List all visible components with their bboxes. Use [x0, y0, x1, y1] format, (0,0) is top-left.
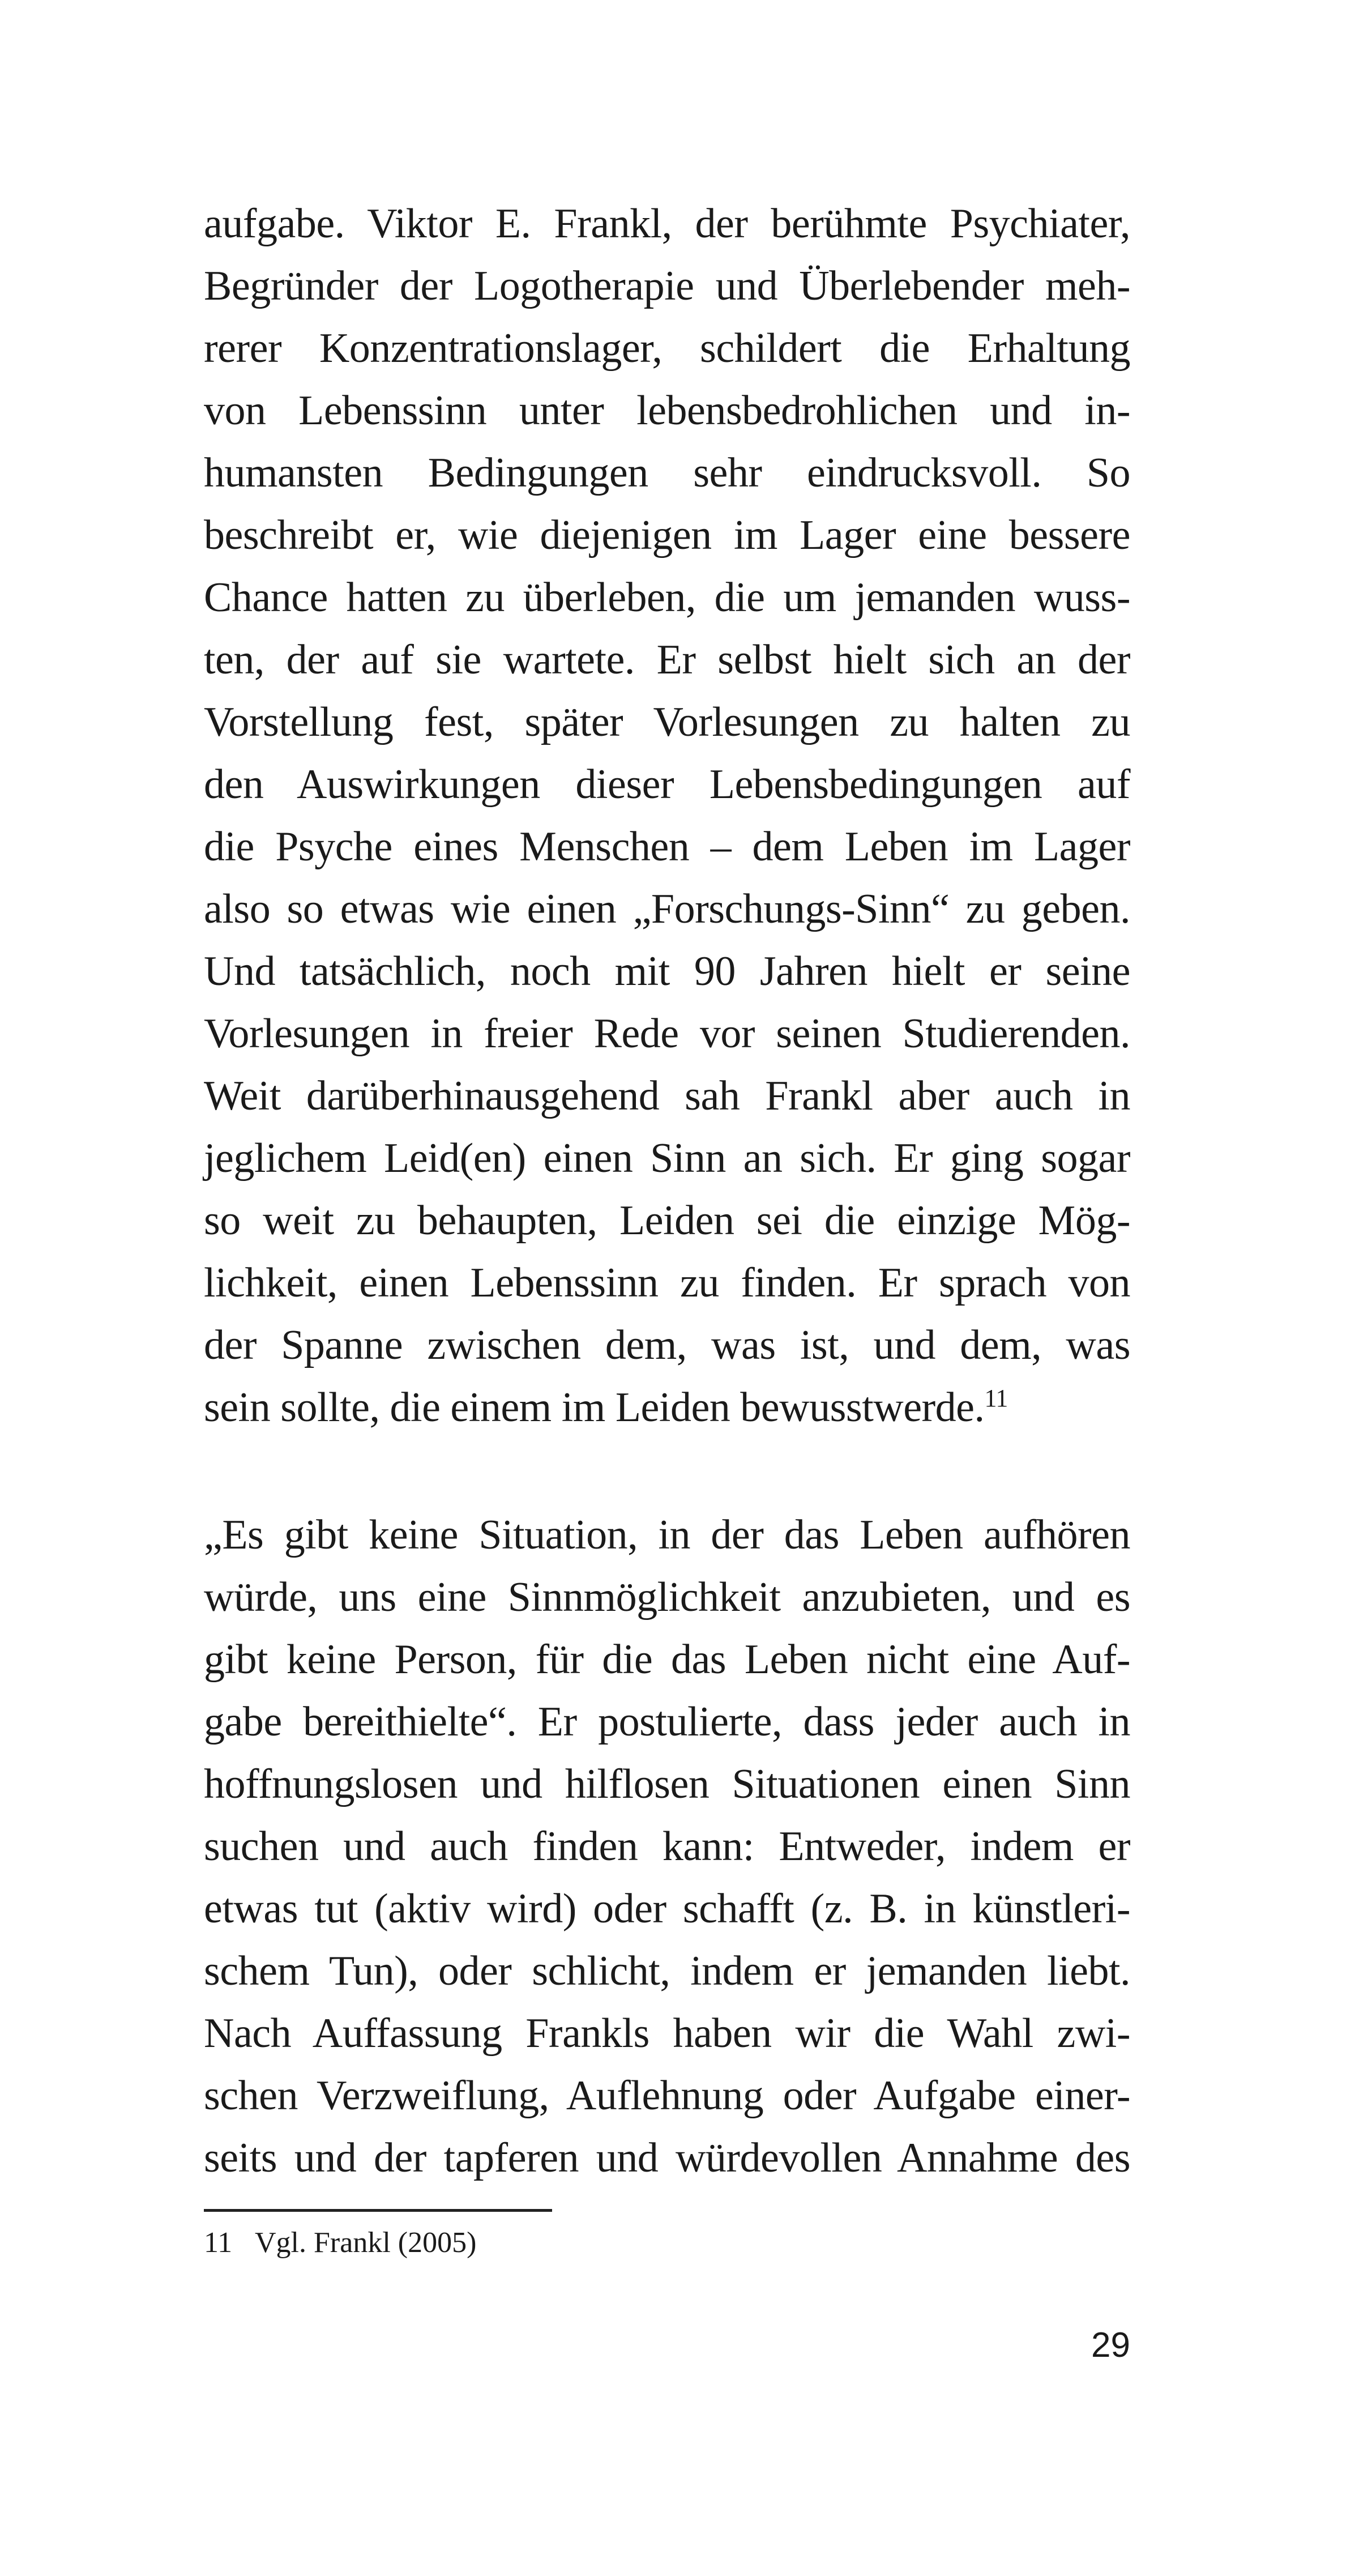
text-line-content: sein sollte, die einem im Leiden bewusstwerde. [204, 1384, 985, 1431]
text-line [204, 255, 1130, 317]
text-line [204, 878, 1130, 940]
text-line-content: den Auswirkungen dieser Lebensbedingungen auf [204, 761, 1130, 808]
text-line [204, 1815, 1130, 1878]
text-line-content: Begründer der Logotherapie und Überlebender meh- [204, 263, 1130, 309]
text-line-content: also so etwas wie einen „Forschungs-Sinn“ zu geben. [204, 886, 1130, 932]
text-line [204, 1189, 1130, 1252]
footnote-divider [204, 2209, 552, 2212]
footnote-number: 11 [204, 2227, 233, 2259]
text-line-content: Chance hatten zu überleben, die um jemanden wuss- [204, 574, 1130, 621]
text-line-content: aufgabe. Viktor E. Frankl, der berühmte Psychiater, [204, 201, 1130, 247]
text-line [204, 1691, 1130, 1753]
text-line [204, 1940, 1130, 2002]
text-line [204, 1003, 1130, 1065]
text-line [204, 1504, 1130, 1566]
text-line [204, 1065, 1130, 1127]
text-line-content: humansten Bedingungen sehr eindrucksvoll. So [204, 450, 1130, 496]
text-line-content: Weit darüberhinausgehend sah Frankl aber auch in [204, 1073, 1130, 1119]
text-line [204, 1127, 1130, 1189]
text-line-content: rerer Konzentrationslager, schildert die Erhaltung [204, 325, 1130, 372]
text-line [204, 629, 1130, 691]
text-line-content: gibt keine Person, für die das Leben nicht eine Auf- [204, 1636, 1130, 1683]
text-line-content: jeglichem Leid(en) einen Sinn an sich. Er ging sogar [204, 1135, 1130, 1182]
text-line [204, 317, 1130, 379]
text-line [204, 566, 1130, 629]
text-line [204, 1628, 1130, 1691]
text-line [204, 940, 1130, 1003]
footnote-reference[interactable]: 11 [984, 1384, 1008, 1412]
text-line-content: die Psyche eines Menschen – dem Leben im Lager [204, 824, 1130, 870]
text-line-content: seits und der tapferen und würdevollen Annahme des [204, 2135, 1130, 2181]
text-line-content: beschreibt er, wie diejenigen im Lager eine bessere [204, 512, 1130, 558]
text-line-content: schen Verzweiflung, Auflehnung oder Aufgabe einer- [204, 2072, 1130, 2119]
text-line-content: „Es gibt keine Situation, in der das Leben aufhören [204, 1512, 1130, 1558]
text-line-content: von Lebenssinn unter lebensbedrohlichen und in- [204, 387, 1130, 434]
text-line [204, 816, 1130, 878]
text-line-content: lichkeit, einen Lebenssinn zu finden. Er sprach von [204, 1260, 1130, 1306]
text-line-content: hoffnungslosen und hilflosen Situationen einen Sinn [204, 1761, 1130, 1807]
text-line [204, 2127, 1130, 2189]
text-line [204, 1376, 1130, 1439]
text-line [204, 2002, 1130, 2065]
text-line-content: ten, der auf sie wartete. Er selbst hielt sich an der [204, 637, 1130, 683]
text-line-content: der Spanne zwischen dem, was ist, und dem, was [204, 1322, 1130, 1368]
text-line [204, 1566, 1130, 1628]
page-number: 29 [1091, 2326, 1130, 2365]
paragraph-1 [204, 193, 1130, 1439]
text-line [204, 1753, 1130, 1815]
text-line-content: so weit zu behaupten, Leiden sei die einzige Mög- [204, 1197, 1130, 1244]
paragraph-2 [204, 1504, 1130, 2189]
text-line [204, 504, 1130, 566]
text-line-content: schem Tun), oder schlicht, indem er jemanden liebt. [204, 1948, 1130, 1994]
text-line [204, 442, 1130, 504]
text-line [204, 691, 1130, 753]
footnote-text: Vgl. Frankl (2005) [255, 2227, 477, 2259]
text-line-content: suchen und auch finden kann: Entweder, indem er [204, 1823, 1130, 1870]
text-line-content: etwas tut (aktiv wird) oder schafft (z. B. in künstleri- [204, 1886, 1130, 1932]
text-line-content: Nach Auffassung Frankls haben wir die Wahl zwi- [204, 2010, 1130, 2057]
text-line [204, 1252, 1130, 1314]
text-line-content: Vorlesungen in freier Rede vor seinen Studierenden. [204, 1010, 1130, 1057]
text-line-content: würde, uns eine Sinnmöglichkeit anzubieten, und es [204, 1574, 1130, 1620]
text-line [204, 1878, 1130, 1940]
text-line-content: Und tatsächlich, noch mit 90 Jahren hielt er seine [204, 948, 1130, 995]
footnote [204, 2223, 476, 2263]
text-line [204, 753, 1130, 816]
text-line-content: gabe bereithielte“. Er postulierte, dass jeder auch in [204, 1699, 1130, 1745]
text-line-content: Vorstellung fest, später Vorlesungen zu halten zu [204, 699, 1130, 745]
text-line [204, 1314, 1130, 1376]
text-line [204, 193, 1130, 255]
text-line [204, 379, 1130, 442]
text-line [204, 2065, 1130, 2127]
